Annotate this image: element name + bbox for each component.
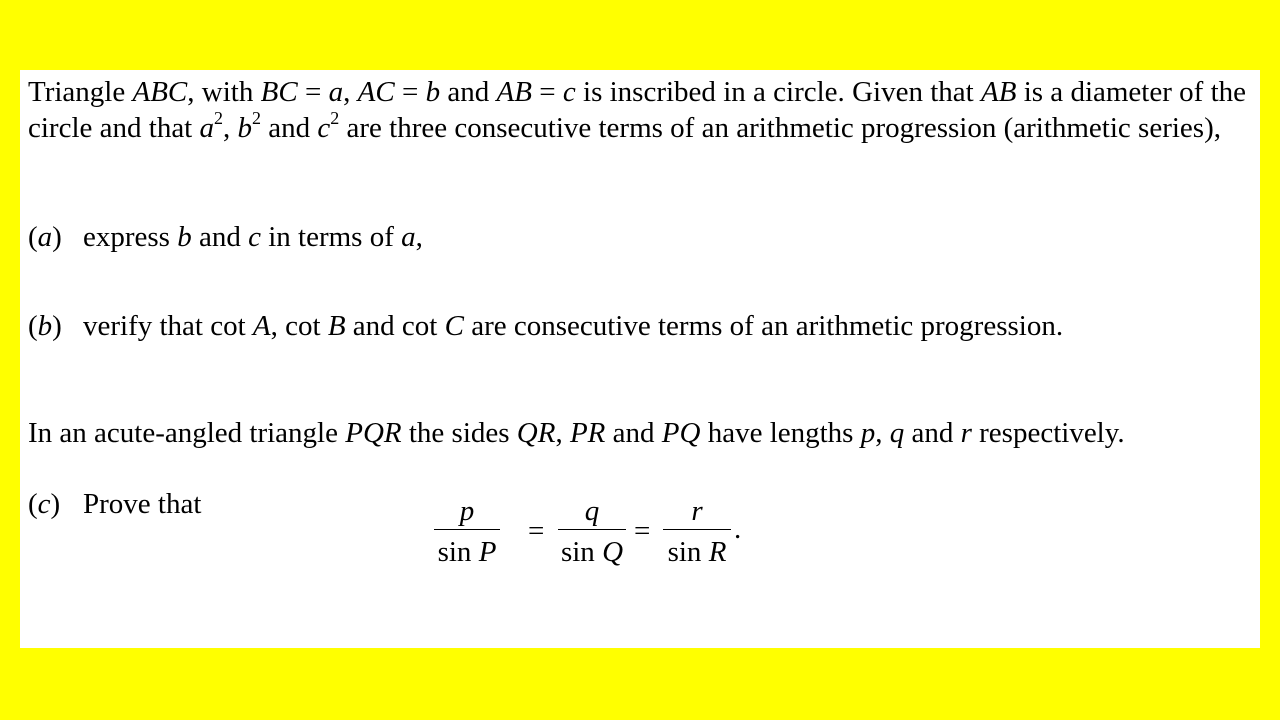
part-a-label: (a) [28,221,62,253]
equals-sign: = [634,515,651,547]
intro-text: is inscribed in a circle. Given that [575,76,981,108]
pqr-statement: In an acute-angled triangle PQR the sides QR, PR and PQ have lengths p, q and r respectively. [28,417,1125,449]
end-period: . [734,513,742,545]
intro-text: and [440,76,497,108]
denominator: sin P [437,536,497,568]
math-var: PQ [661,417,701,449]
part-a-text: express [83,221,178,253]
math-var: p [860,417,876,449]
exponent: 2 [330,108,340,129]
part-b-text: verify that cot [83,310,253,342]
numerator: p [459,495,475,527]
intro-text: = [531,76,563,108]
fraction-q [558,493,626,570]
math-var: b [177,221,192,253]
intro-text: is a diameter of the circle and that [28,76,1247,144]
math-var: AB [496,76,532,108]
intro-text: and [261,112,318,144]
math-var: b [425,76,441,108]
math-var: PR [569,417,606,449]
fraction-r [663,493,731,570]
math-var: BC [260,76,298,108]
math-var: a [199,112,214,144]
math-var: a [401,221,416,253]
equals-sign: = [528,515,545,547]
intro-text: = [297,76,329,108]
math-var: A [252,310,271,342]
math-var: c [248,221,261,253]
exponent: 2 [214,108,223,129]
math-var: AB [980,76,1017,108]
part-b: (b) verify that cot A, cot B and cot C are consecutive terms of an arithmetic progression. [28,310,1064,342]
math-var: B [327,310,346,342]
part-c [28,486,201,522]
intro-text: , [223,112,238,144]
intro-text: = [394,76,426,108]
math-var: c [317,112,331,144]
intro-text: , with [187,76,261,108]
question-sheet [20,70,1260,648]
part-a: (a) express b and c in terms of a, [28,221,423,253]
numerator: q [584,495,600,527]
intro-text: , [343,76,358,108]
part-b-label: (b) [28,310,62,342]
intro-paragraph [28,74,1246,146]
math-var: q [889,417,905,449]
math-var: a [328,76,344,108]
math-var: b [237,112,252,144]
intro-text: Triangle [28,76,133,108]
part-c-text: Prove that [83,488,202,520]
math-var: PQR [345,417,402,449]
exponent: 2 [252,108,261,129]
math-var: C [444,310,464,342]
part-c-label: (c) [28,488,61,520]
denominator: sin Q [560,536,624,568]
math-var: r [960,417,972,449]
intro-text: are three consecutive terms of an arithmetic progression (arithmetic series), [339,112,1221,144]
math-var: AC [357,76,395,108]
denominator: sin R [667,536,727,568]
math-var: QR [516,417,556,449]
numerator: r [691,495,703,527]
math-var: ABC [132,76,188,108]
fraction-p [434,493,500,570]
math-var: c [562,76,576,108]
